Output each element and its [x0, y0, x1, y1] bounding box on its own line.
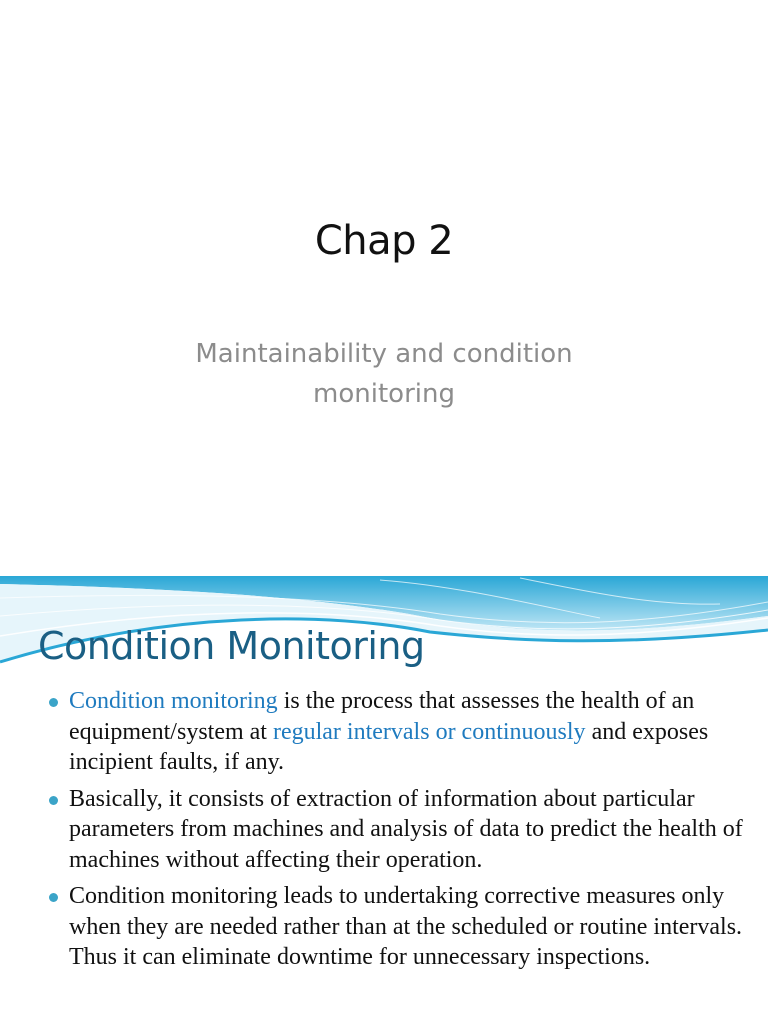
highlight-regular-intervals: regular intervals or continuously	[272, 718, 586, 745]
bullet-item-2	[0, 784, 768, 876]
bullet-3-text: Condition monitoring leads to undertaking corrective measures only when they are needed rather than at the scheduled or routine intervals. Thus it can eliminate downtime for unnecessary inspections.	[69, 883, 743, 970]
bullet-list	[0, 686, 768, 979]
bullet-1-text-2: and exposes incipient faults, if any.	[69, 718, 709, 775]
bullet-item-3	[0, 881, 768, 973]
slide-1-title: Chap 2	[314, 218, 454, 264]
bullet-2-text: Basically, it consists of extraction of information about particular parameters from machines and analysis of data to predict the health of machines without affecting their operation.	[69, 785, 743, 873]
slide-1-subtitle	[124, 334, 644, 414]
highlight-condition-monitoring: Condition monitoring	[69, 688, 278, 714]
bullet-dot-icon	[49, 893, 58, 902]
bullet-dot-icon	[49, 698, 58, 707]
bullet-1-text-1: is the process that assesses the health of an equipment/system at	[69, 688, 695, 745]
bullet-item-1	[0, 686, 768, 778]
slide-2	[0, 576, 768, 1024]
slide-1-subtitle-line-1: Maintainability and condition	[195, 339, 573, 369]
bullet-dot-icon	[49, 796, 58, 805]
slide-1-subtitle-line-2: monitoring	[313, 379, 455, 409]
slide-2-title: Condition Monitoring	[38, 624, 425, 668]
